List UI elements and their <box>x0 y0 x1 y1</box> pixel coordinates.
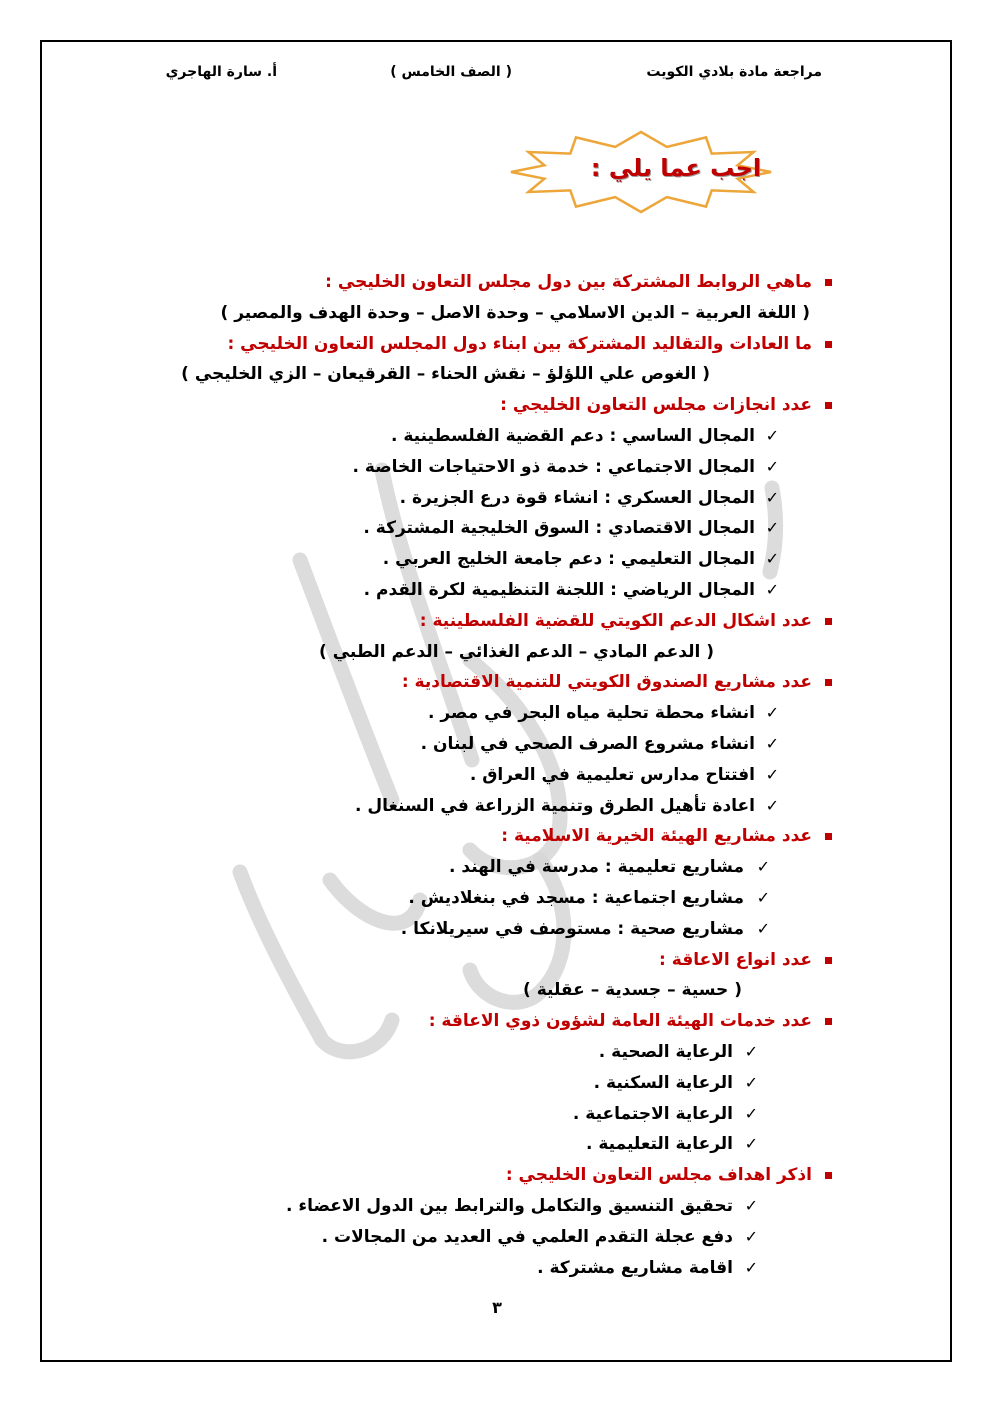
item-text: المجال التعليمي : دعم جامعة الخليج العربي . <box>382 549 755 570</box>
question-text: ما العادات والتقاليد المشتركة بين ابناء دول المجلس التعاون الخليجي : <box>227 333 812 354</box>
bullet-square-icon <box>825 279 832 286</box>
question-row <box>0 606 992 637</box>
question-row <box>0 267 992 298</box>
item-text: المجال الساسي : دعم القضية الفلسطينية . <box>390 425 755 446</box>
question-text: عدد انواع الاعاقة : <box>659 949 812 970</box>
answer-text: ( حسية – جسدية – عقلية ) <box>523 980 742 1001</box>
question-row <box>0 329 992 360</box>
check-icon: ✓ <box>756 857 770 877</box>
list-item <box>0 1222 992 1253</box>
list-item <box>0 1068 992 1099</box>
item-text: مشاريع اجتماعية : مسجد في بنغلاديش . <box>408 887 744 908</box>
item-text: مشاريع تعليمية : مدرسة في الهند . <box>449 857 744 878</box>
check-icon: ✓ <box>744 1195 758 1215</box>
check-icon: ✓ <box>765 425 779 445</box>
item-text: المجال العسكري : انشاء قوة درع الجزيرة . <box>399 487 755 508</box>
bullet-square-icon <box>825 833 832 840</box>
list-item <box>0 1099 992 1130</box>
bullet-square-icon <box>825 341 832 348</box>
check-icon: ✓ <box>744 1257 758 1277</box>
item-text: المجال الرياضي : اللجنة التنظيمية لكرة القدم . <box>363 579 755 600</box>
item-text: اعادة تأهيل الطرق وتنمية الزراعة في السنغال . <box>354 795 755 816</box>
bullet-square-icon <box>825 679 832 686</box>
check-icon: ✓ <box>756 887 770 907</box>
list-item <box>0 1253 992 1284</box>
check-icon: ✓ <box>765 456 779 476</box>
item-text: تحقيق التنسيق والتكامل والترابط بين الدول الاعضاء . <box>286 1195 733 1216</box>
question-row <box>0 390 992 421</box>
question-text: ماهي الروابط المشتركة بين دول مجلس التعاون الخليجي : <box>325 272 812 292</box>
list-item <box>0 914 992 945</box>
bullet-square-icon <box>825 402 832 409</box>
item-text: اقامة مشاريع مشتركة . <box>537 1257 733 1278</box>
question-text: عدد انجازات مجلس التعاون الخليجي : <box>500 395 812 416</box>
list-item <box>0 513 992 544</box>
question-text: عدد مشاريع الصندوق الكويتي للتنمية الاقتصادية : <box>401 672 812 693</box>
answer-row <box>0 298 992 329</box>
item-text: الرعاية التعليمية . <box>585 1134 733 1155</box>
list-item <box>0 791 992 822</box>
question-text: عدد مشاريع الهيئة الخيرية الاسلامية : <box>501 826 812 847</box>
worksheet-title: اجب عما يلي : <box>590 154 762 182</box>
bullet-square-icon <box>825 1018 832 1025</box>
list-item <box>0 452 992 483</box>
answer-row <box>0 637 992 668</box>
question-row <box>0 667 992 698</box>
list-item <box>0 760 992 791</box>
list-item <box>0 1191 992 1222</box>
answer-text: ( اللغة العربية – الدين الاسلامي – وحدة الاصل – وحدة الهدف والمصير ) <box>220 302 810 323</box>
check-icon: ✓ <box>744 1226 758 1246</box>
header-teacher: أ. سارة الهاجري <box>165 64 277 80</box>
list-item <box>0 1037 992 1068</box>
check-icon: ✓ <box>756 918 770 938</box>
list-item <box>0 1129 992 1160</box>
header-subject: مراجعة مادة بلادي الكويت <box>646 64 822 80</box>
question-row <box>0 1160 992 1191</box>
check-icon: ✓ <box>744 1103 758 1123</box>
list-item <box>0 483 992 514</box>
question-row <box>0 945 992 976</box>
question-row <box>0 821 992 852</box>
bullet-square-icon <box>825 1172 832 1179</box>
check-icon: ✓ <box>765 487 779 507</box>
item-text: المجال الاجتماعي : خدمة ذو الاحتياجات الخاصة . <box>352 456 755 477</box>
question-text: اذكر اهداف مجلس التعاون الخليجي : <box>505 1165 812 1186</box>
item-text: مشاريع صحية : مستوصف في سيريلانكا . <box>400 918 744 939</box>
check-icon: ✓ <box>765 764 779 784</box>
list-item <box>0 544 992 575</box>
answer-row <box>0 359 992 390</box>
question-text: عدد اشكال الدعم الكويتي للقضية الفلسطينية : <box>419 610 812 631</box>
list-item <box>0 883 992 914</box>
list-item <box>0 421 992 452</box>
answer-text: ( الغوص علي اللؤلؤ – نقش الحناء – القرقيعان – الزي الخليجي ) <box>181 364 710 385</box>
item-text: الرعاية السكنية . <box>593 1072 733 1093</box>
bullet-square-icon <box>825 618 832 625</box>
item-text: الرعاية الاجتماعية . <box>572 1103 733 1124</box>
list-item <box>0 729 992 760</box>
answer-row <box>0 975 992 1006</box>
header-grade: ( الصف الخامس ) <box>390 64 512 80</box>
item-text: دفع عجلة التقدم العلمي في العديد من المجالات . <box>321 1226 733 1247</box>
item-text: الرعاية الصحية . <box>598 1041 733 1062</box>
list-item <box>0 698 992 729</box>
item-text: افتتاح مدارس تعليمية في العراق . <box>469 764 755 785</box>
answer-text: ( الدعم المادي – الدعم الغذائي – الدعم الطبي ) <box>319 641 714 662</box>
check-icon: ✓ <box>765 549 779 569</box>
check-icon: ✓ <box>744 1134 758 1154</box>
question-text: عدد خدمات الهيئة العامة لشؤون ذوي الاعاقة : <box>428 1011 812 1032</box>
item-text: المجال الاقتصادي : السوق الخليجية المشتركة . <box>363 518 755 539</box>
question-list <box>0 267 992 1283</box>
item-text: انشاء مشروع الصرف الصحي في لبنان . <box>420 733 755 754</box>
check-icon: ✓ <box>765 703 779 723</box>
check-icon: ✓ <box>765 579 779 599</box>
page-number: ٣ <box>492 1298 502 1317</box>
question-row <box>0 1006 992 1037</box>
check-icon: ✓ <box>744 1072 758 1092</box>
check-icon: ✓ <box>744 1041 758 1061</box>
bullet-square-icon <box>825 957 832 964</box>
item-text: انشاء محطة تحلية مياه البحر في مصر . <box>428 703 755 724</box>
list-item <box>0 852 992 883</box>
list-item <box>0 575 992 606</box>
check-icon: ✓ <box>765 795 779 815</box>
check-icon: ✓ <box>765 518 779 538</box>
check-icon: ✓ <box>765 733 779 753</box>
